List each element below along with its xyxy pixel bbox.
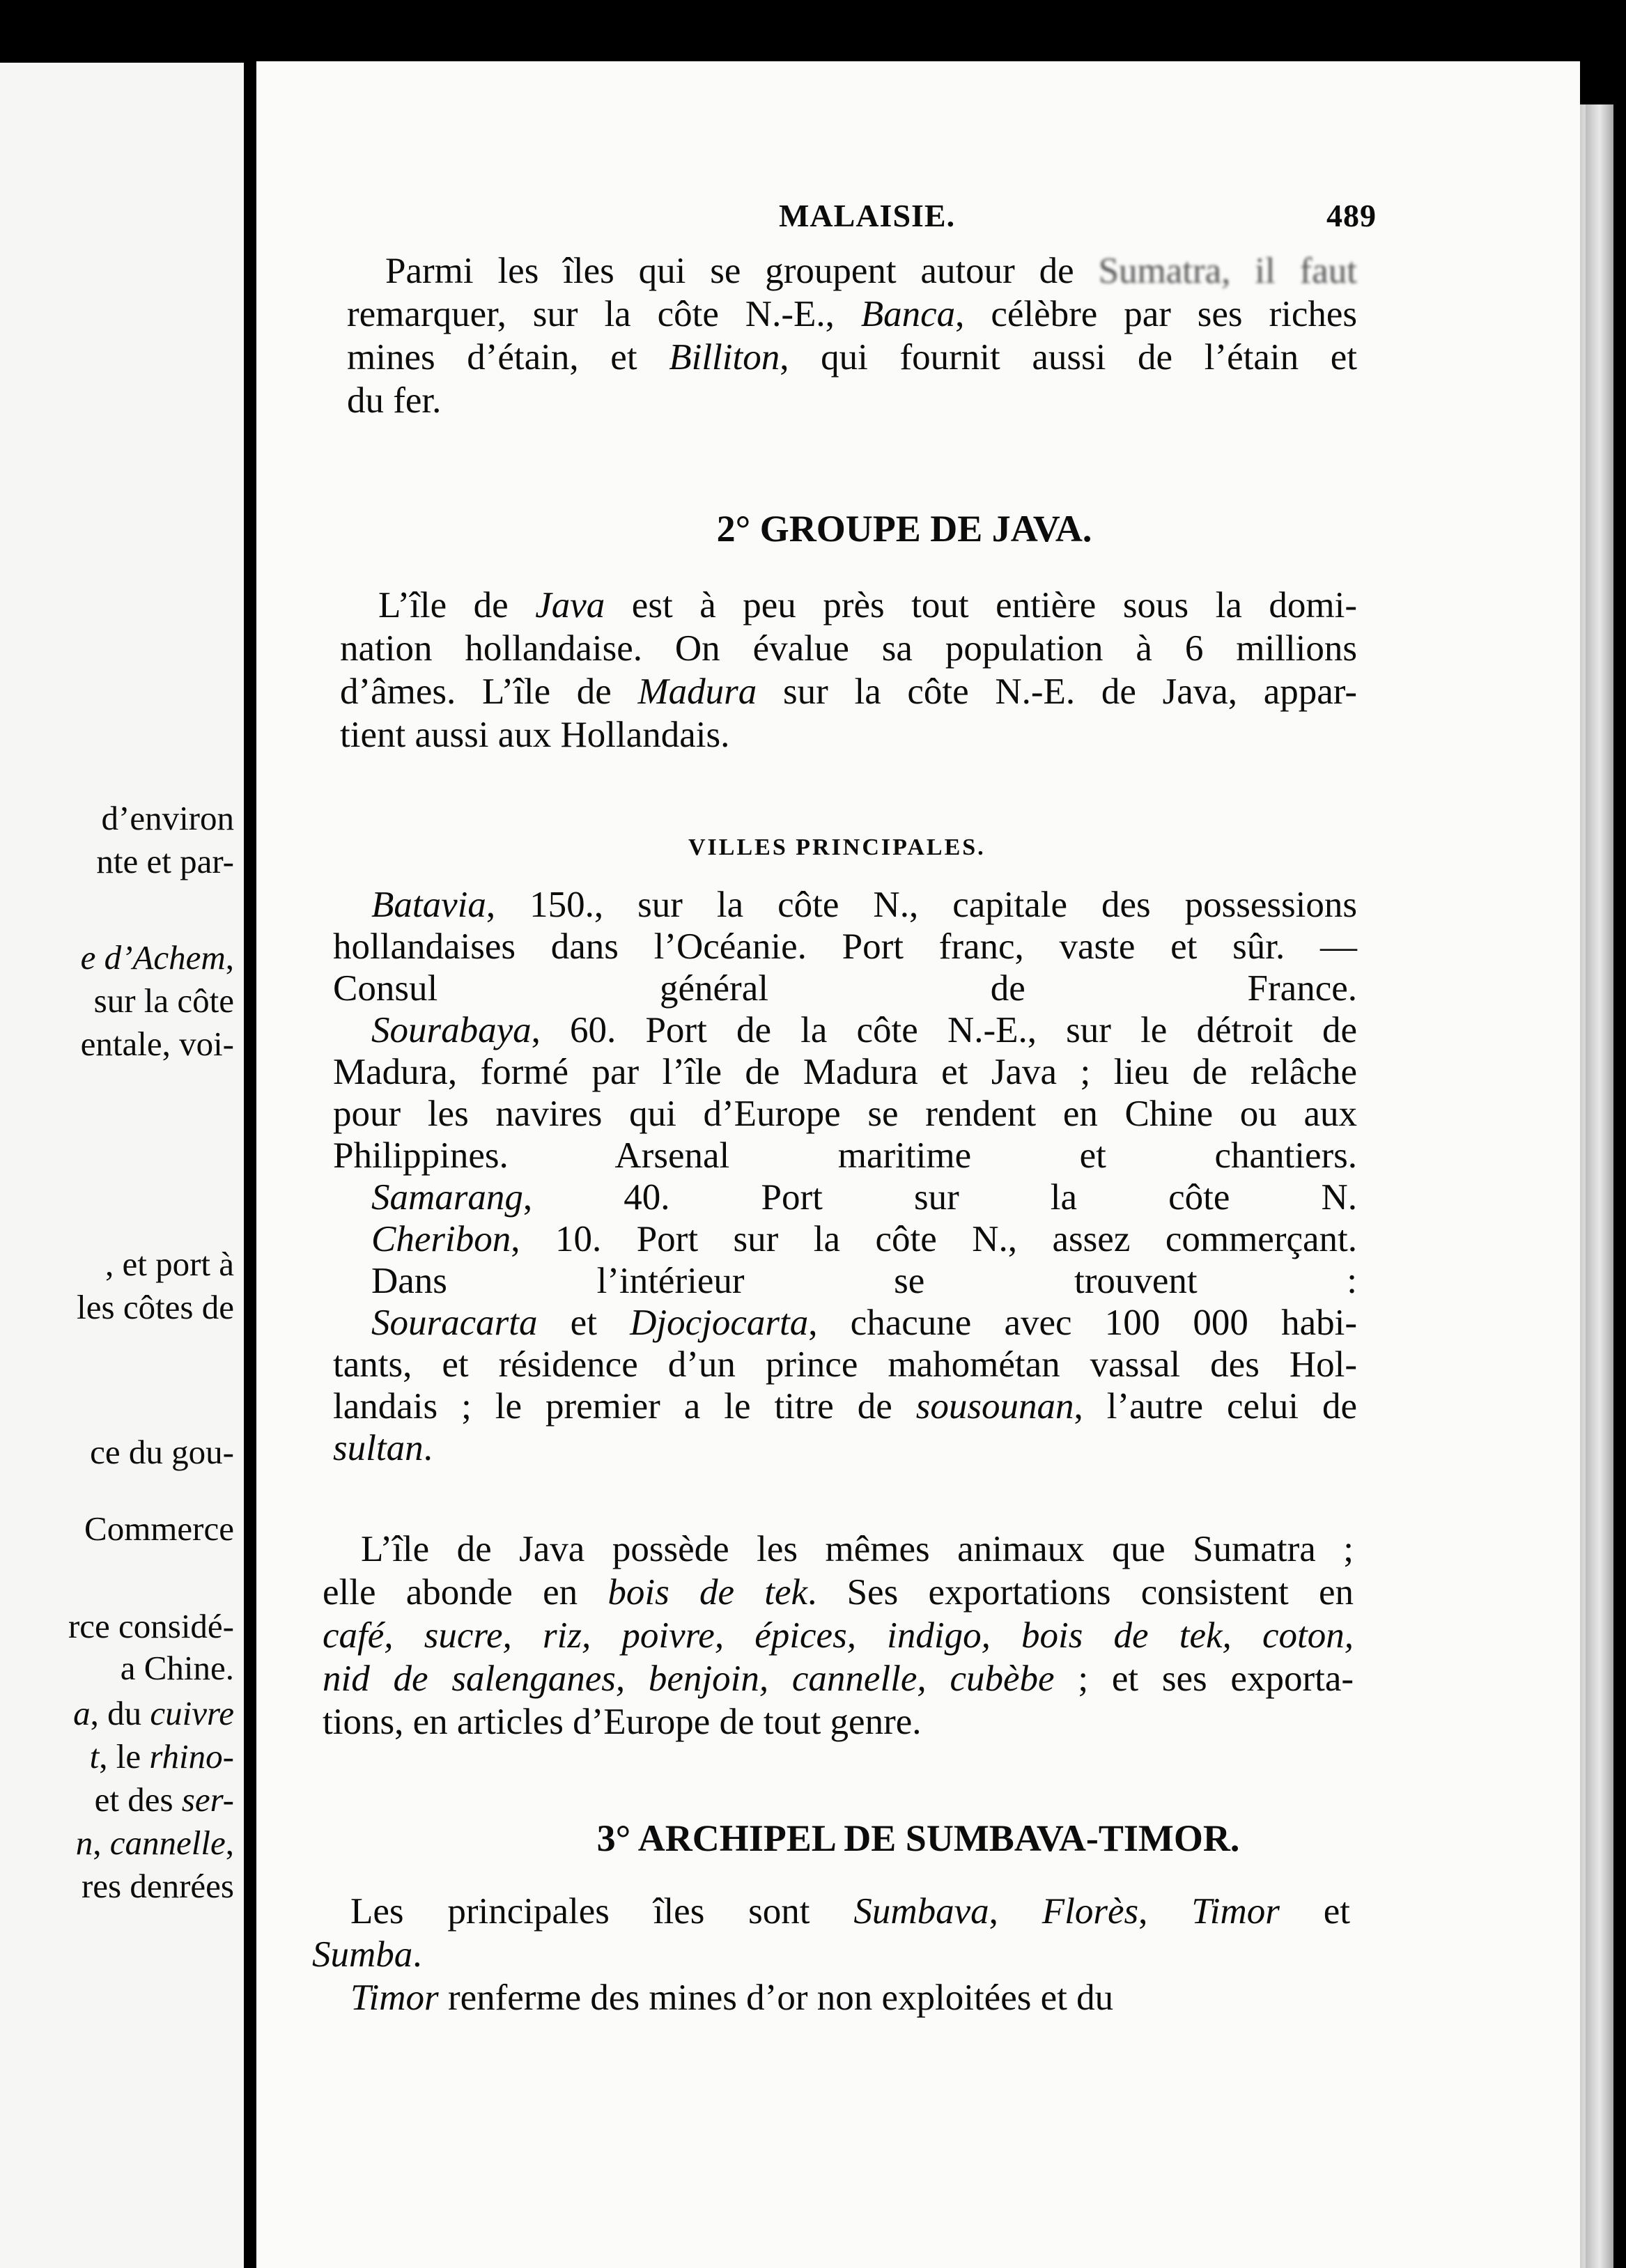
text-run: et [1279, 1891, 1351, 1932]
left-page-line [73, 1696, 234, 1730]
text-run: rhino- [149, 1737, 234, 1776]
text-line [333, 1137, 1357, 1174]
text-run: , [225, 1824, 234, 1862]
text-line [371, 1012, 1357, 1049]
text-run: L’île de [378, 585, 536, 626]
text-run: Samarang [371, 1177, 523, 1218]
text-run: . [423, 1428, 433, 1468]
text-run: , 10. Port sur la côte N., assez commerçant. [511, 1219, 1357, 1259]
text-run: , 60. Port de la côte N.-E., sur le détroit de [531, 1010, 1357, 1050]
text-run: Java [535, 585, 605, 626]
left-page-line [90, 1435, 234, 1469]
text-run: Sourabaya [371, 1010, 532, 1050]
text-line [371, 887, 1357, 924]
text-run: , célèbre par ses riches [955, 294, 1357, 334]
text-run: L’île de Java possède les mêmes animaux que Sumatra ; [361, 1529, 1354, 1569]
text-line [340, 717, 729, 754]
text-run: d’environ [101, 799, 234, 837]
text-line [333, 1054, 1357, 1091]
left-page [0, 63, 244, 2268]
left-page-line [84, 1509, 234, 1548]
text-line [333, 926, 1357, 967]
left-page-line [89, 1737, 234, 1776]
text-run: entale, voi- [80, 1025, 234, 1063]
text-line [347, 339, 1357, 376]
text-run: , qui fournit aussi de l’étain et [780, 337, 1358, 378]
left-page-line [95, 1782, 234, 1817]
text-run: res denrées [81, 1867, 234, 1905]
page-number: 489 [1326, 198, 1377, 233]
text-line [350, 1980, 1113, 2017]
text-run: . Ses exportations consistent en [807, 1572, 1354, 1613]
text-run: bois de tek [607, 1572, 808, 1613]
text-run: , et port à [104, 1245, 234, 1283]
text-run: n [75, 1824, 93, 1862]
text-run: Madura, formé par l’île de Madura et Java ; lieu de relâche [333, 1052, 1357, 1092]
text-run: cuivre [150, 1694, 234, 1732]
text-run: tient aussi aux Hollandais. [340, 715, 730, 755]
text-run: du fer. [347, 380, 442, 421]
left-page-line [81, 1027, 234, 1061]
text-run: Souracarta [371, 1303, 538, 1343]
text-line [361, 1531, 1354, 1568]
page-edge [1586, 104, 1613, 2268]
text-run: Consul général de France. [333, 968, 1357, 1009]
left-page-line [82, 1869, 234, 1903]
text-run: cannelle [109, 1824, 226, 1862]
text-run: , l’autre celui de [1074, 1386, 1357, 1427]
text-run: , [93, 1824, 110, 1862]
left-page-line [76, 1826, 234, 1860]
text-line [340, 630, 1357, 667]
text-line [347, 296, 1357, 333]
text-run: , 150., sur la côte N., capitale des possessions [486, 885, 1357, 925]
text-run: Sumba [312, 1934, 413, 1975]
text-run: sousounan [915, 1386, 1074, 1427]
text-run: hollandaises dans l’Océanie. Port franc, vaste et sûr. — [333, 926, 1357, 967]
text-line [371, 1263, 1357, 1300]
text-run: , [989, 1891, 1042, 1932]
text-run: est à peu près tout entière sous la domi- [605, 585, 1357, 626]
text-line [371, 1305, 1357, 1342]
text-run: Dans l’intérieur se trouvent : [371, 1261, 1357, 1301]
text-run: , [1138, 1891, 1192, 1932]
text-line [350, 1893, 1350, 1930]
text-run: ce du gou- [90, 1433, 234, 1471]
text-line [371, 1179, 1357, 1216]
text-run: les côtes de [77, 1288, 234, 1326]
text-run: renferme des mines d’or non exploitées et du [438, 1978, 1114, 2018]
text-run: e d’Achem [80, 938, 226, 977]
text-line [371, 1221, 1357, 1258]
text-run: et des [94, 1780, 182, 1819]
text-run: Timor [350, 1978, 439, 2018]
left-page-line [93, 981, 234, 1020]
text-run: café, sucre, riz, poivre, épices, indigo, bois de tek, coton, [323, 1615, 1354, 1656]
text-run: . [412, 1934, 422, 1975]
text-run: , 40. Port sur la côte N. [522, 1177, 1357, 1218]
left-page-line [96, 844, 234, 878]
text-line [333, 1346, 1357, 1383]
text-run: Batavia [371, 885, 486, 925]
text-line [378, 587, 1357, 624]
text-run: Les principales îles sont [350, 1891, 854, 1932]
left-page-line [68, 1609, 234, 1643]
text-run: Commerce [84, 1509, 234, 1548]
text-line [312, 1936, 422, 1973]
text-line [323, 1704, 922, 1741]
text-line [385, 253, 1357, 290]
text-line [340, 671, 1357, 712]
text-run: , [225, 938, 234, 977]
text-run: nation hollandaise. On évalue sa population à 6 millions [340, 628, 1357, 669]
text-run: d’âmes. L’île de [340, 671, 638, 712]
text-line [333, 970, 1357, 1007]
text-line [333, 1388, 1357, 1425]
text-run: mines d’étain, et [347, 337, 669, 378]
left-page-line [121, 1651, 234, 1685]
text-run: t [89, 1737, 100, 1776]
text-run: a Chine. [120, 1649, 234, 1687]
text-run: rce considé- [68, 1607, 234, 1645]
text-run: ; et ses exporta- [1054, 1659, 1354, 1699]
running-title: MALAISIE. [779, 198, 956, 233]
text-run: Philippines. Arsenal maritime et chantiers. [333, 1135, 1357, 1176]
text-run: Djocjocarta [630, 1303, 809, 1343]
text-run: et [537, 1303, 630, 1343]
text-run: nid de salenganes, benjoin, cannelle, cubèbe [323, 1659, 1055, 1699]
text-run: Billiton [669, 337, 780, 378]
text-run: pour les navires qui d’Europe se rendent en Chine ou aux [333, 1094, 1357, 1134]
text-run: tants, et résidence d’un prince mahométan vassal des Hol- [333, 1344, 1357, 1385]
section-title-sumbava: 3° ARCHIPEL DE SUMBAVA-TIMOR. [596, 1817, 1240, 1859]
text-run: Cheribon [371, 1219, 511, 1259]
text-run: , le [99, 1737, 150, 1776]
text-run: Florès [1042, 1891, 1139, 1932]
left-page-line [102, 801, 235, 835]
text-run: a [73, 1694, 91, 1732]
text-run: landais ; le premier a le titre de [333, 1386, 916, 1427]
text-run: , chacune avec 100 000 habi- [808, 1303, 1357, 1343]
text-run: Timor [1191, 1891, 1280, 1932]
text-run: sultan [333, 1428, 424, 1468]
text-run: remarquer, sur la côte N.-E., [347, 294, 861, 334]
text-run: , du [90, 1694, 150, 1732]
section-title-java: 2° GROUPE DE JAVA. [716, 508, 1092, 550]
left-page-line [80, 938, 234, 977]
text-line [323, 1574, 1354, 1611]
text-run: Banca [860, 294, 956, 334]
text-run: Sumbava [853, 1891, 989, 1932]
text-run: tions, en articles d’Europe de tout genre. [323, 1702, 922, 1742]
text-run: sur la côte [93, 981, 234, 1020]
left-page-line [77, 1290, 234, 1324]
text-run: nte et par- [96, 842, 234, 880]
text-line [323, 1661, 1354, 1698]
cities-heading: VILLES PRINCIPALES. [688, 834, 986, 860]
text-line [333, 1430, 433, 1467]
text-run: Madura [637, 671, 757, 712]
text-run: ser- [181, 1780, 234, 1819]
text-line [323, 1617, 1354, 1654]
text-line [347, 382, 441, 419]
text-run: Parmi les îles qui se groupent autour de [385, 251, 1099, 291]
left-page-line [105, 1247, 234, 1281]
right-page [256, 61, 1580, 2268]
text-run: sur la côte N.-E. de Java, appar- [757, 671, 1357, 712]
text-run: elle abonde en [323, 1572, 608, 1613]
text-run: Sumatra, il faut [1098, 251, 1357, 291]
text-line [333, 1096, 1357, 1133]
